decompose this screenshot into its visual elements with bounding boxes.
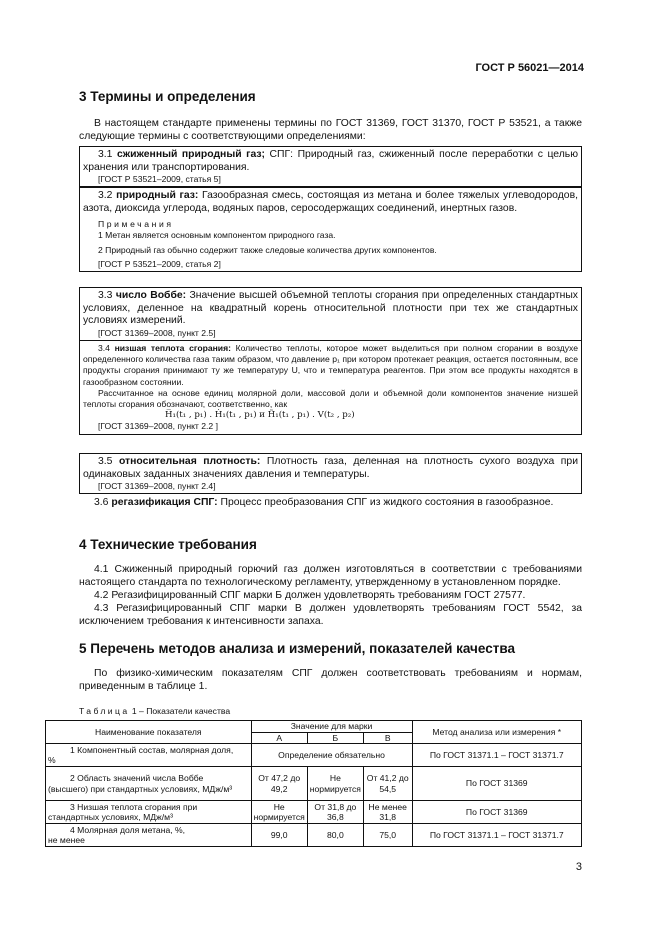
row-value-v: От 41,2 до 54,5	[363, 767, 412, 801]
table-caption-word: Таблица	[79, 706, 130, 716]
row-method: По ГОСТ 31369	[412, 801, 582, 824]
term-source: [ГОСТ Р 53521–2009, статья 2]	[98, 259, 221, 270]
term-3-2-box	[79, 187, 582, 272]
header-grade-b: Б	[307, 732, 363, 744]
term-definition: Газообразная смесь, состоящая из метана и более тяжелых углеводородов, азота, диоксида углерода, водяных паров, серосодержащих соединений, инертных газов.	[83, 190, 578, 214]
term-number: 3.2	[98, 190, 113, 201]
section-5-title: 5 Перечень методов анализа и измерений, показателей качества	[79, 641, 515, 656]
term-source: [ГОСТ 31369–2008, пункт 2.2 ]	[98, 421, 218, 432]
term-definition: Процесс преобразования СПГ из жидкого состояния в газообразное.	[217, 497, 554, 508]
section-5-intro: По физико-химическим показателям СПГ должен соответствовать требованиям и нормам, приведенным в таблице 1.	[79, 668, 582, 692]
row-method: По ГОСТ 31371.1 – ГОСТ 31371.7	[412, 744, 582, 767]
row-value-b: 80,0	[307, 824, 363, 847]
term-source: [ГОСТ Р 53521–2009, статья 5]	[98, 174, 221, 185]
table-row	[46, 767, 582, 801]
row-name: 3 Низшая теплота сгорания при стандартных условиях, МДж/м³	[46, 801, 252, 824]
table-header-row	[46, 721, 582, 733]
term-title: низшая теплота сгорания:	[114, 343, 231, 353]
term-paragraph-2: Рассчитанное на основе единиц молярной доли, массовой доли и объемной доли компонентов значение низшей теплоты сгорания обозначают, соответственно, как	[83, 387, 578, 410]
term-definition: Значение высшей объемной теплоты сгорания при определенных стандартных условиях, деленное на квадратный корень относительной плотности при тех же стандартных условиях измерений.	[83, 290, 578, 327]
page-number: 3	[575, 861, 582, 873]
section-3-title: 3 Термины и определения	[79, 89, 256, 104]
row-name: 4 Молярная доля метана, %, не менее	[46, 824, 252, 847]
table-caption	[79, 706, 230, 716]
heat-formula: H̅₁(t₁ , p₁) . Ḣ₁(t₁ , p₁) и H̃₁(t₁ , p₁) . V(t₂ , p₂)	[165, 410, 355, 421]
term-number: 3.4	[98, 343, 110, 353]
section-4-3: 4.3 Регазифицированный СПГ марки В должен удовлетворять требованиям ГОСТ 5542, за исключением требования к интенсивности запаха.	[79, 603, 582, 627]
row-merged-value: Определение обязательно	[251, 744, 412, 767]
row-value-v: 75,0	[363, 824, 412, 847]
term-definition: СПГ: Природный газ, сжиженный после переработки с целью хранения или транспортирования.	[83, 149, 578, 173]
row-method: По ГОСТ 31371.1 – ГОСТ 31371.7	[412, 824, 582, 847]
row-method: По ГОСТ 31369	[412, 767, 582, 801]
header-method: Метод анализа или измерения *	[412, 721, 582, 744]
term-number: 3.1	[98, 149, 113, 160]
table-row	[46, 801, 582, 824]
term-title: сжиженный природный газ;	[117, 149, 265, 160]
row-value-a: От 47,2 до 49,2	[251, 767, 307, 801]
term-number: 3.5	[98, 456, 113, 467]
term-3-5-box	[79, 453, 582, 494]
term-3-4-box	[79, 340, 582, 435]
section-4-2: 4.2 Регазифицированный СПГ марки Б должен удовлетворять требованиям ГОСТ 27577.	[94, 590, 526, 601]
header-name: Наименование показателя	[46, 721, 252, 744]
row-name: 2 Область значений числа Воббе (высшего) при стандартных условиях, МДж/м³	[46, 767, 252, 801]
row-value-b: От 31,8 до 36,8	[307, 801, 363, 824]
row-value-a: Не нормируется	[251, 801, 307, 824]
term-3-6	[79, 496, 582, 509]
row-name: 1 Компонентный состав, молярная доля, %	[46, 744, 252, 767]
note-2: 2 Природный газ обычно содержит также следовые количества других компонентов.	[98, 244, 437, 255]
term-number: 3.6	[94, 497, 109, 508]
header-grade-v: В	[363, 732, 412, 744]
term-definition: Количество теплоты, которое может выделиться при полном сгорании в воздухе определенного количества газа таким образом, что давление p₁ при котором протекает реакция, остается постоянным, все продукты сгорания принимают ту же температуру U, что и температура реагентов. При этом все продукты находятся в газообразном состоянии.	[83, 343, 578, 387]
quality-table	[45, 720, 582, 847]
term-3-3-box	[79, 287, 582, 341]
section-4-title: 4 Технические требования	[79, 537, 257, 552]
section-3-intro: В настоящем стандарте применены термины по ГОСТ 31369, ГОСТ 31370, ГОСТ Р 53521, а также следующие термины с соответствующими определениями:	[79, 118, 582, 142]
row-value-a: 99,0	[251, 824, 307, 847]
section-4-1: 4.1 Сжиженный природный горючий газ должен изготовляться в соответствии с требованиями настоящего стандарта по технологическому регламенту, утвержденному в установленном порядке.	[79, 564, 582, 588]
table-caption-text: 1 – Показатели качества	[131, 706, 231, 716]
header-grade-a: А	[251, 732, 307, 744]
table-row	[46, 744, 582, 767]
row-value-b: Не нормируется	[307, 767, 363, 801]
header-value: Значение для марки	[251, 721, 412, 733]
note-1: 1 Метан является основным компонентом природного газа.	[98, 230, 336, 241]
term-3-1-box	[79, 146, 582, 187]
term-title: природный газ:	[116, 190, 199, 201]
row-value-v: Не менее 31,8	[363, 801, 412, 824]
term-definition: Плотность газа, деленная на плотность сухого воздуха при одинаковых заданных значениях давления и температуры.	[83, 456, 579, 480]
term-number: 3.3	[98, 290, 113, 301]
notes-heading: Примечания	[98, 219, 174, 230]
standard-code: ГОСТ Р 56021—2014	[475, 62, 584, 74]
term-title: относительная плотность:	[118, 456, 261, 467]
term-title: число Воббе:	[115, 290, 187, 301]
term-source: [ГОСТ 31369–2008, пункт 2.4]	[98, 481, 216, 492]
term-source: [ГОСТ 31369–2008, пункт 2.5]	[98, 327, 216, 338]
term-title: регазификация СПГ:	[111, 497, 218, 508]
table-row	[46, 824, 582, 847]
